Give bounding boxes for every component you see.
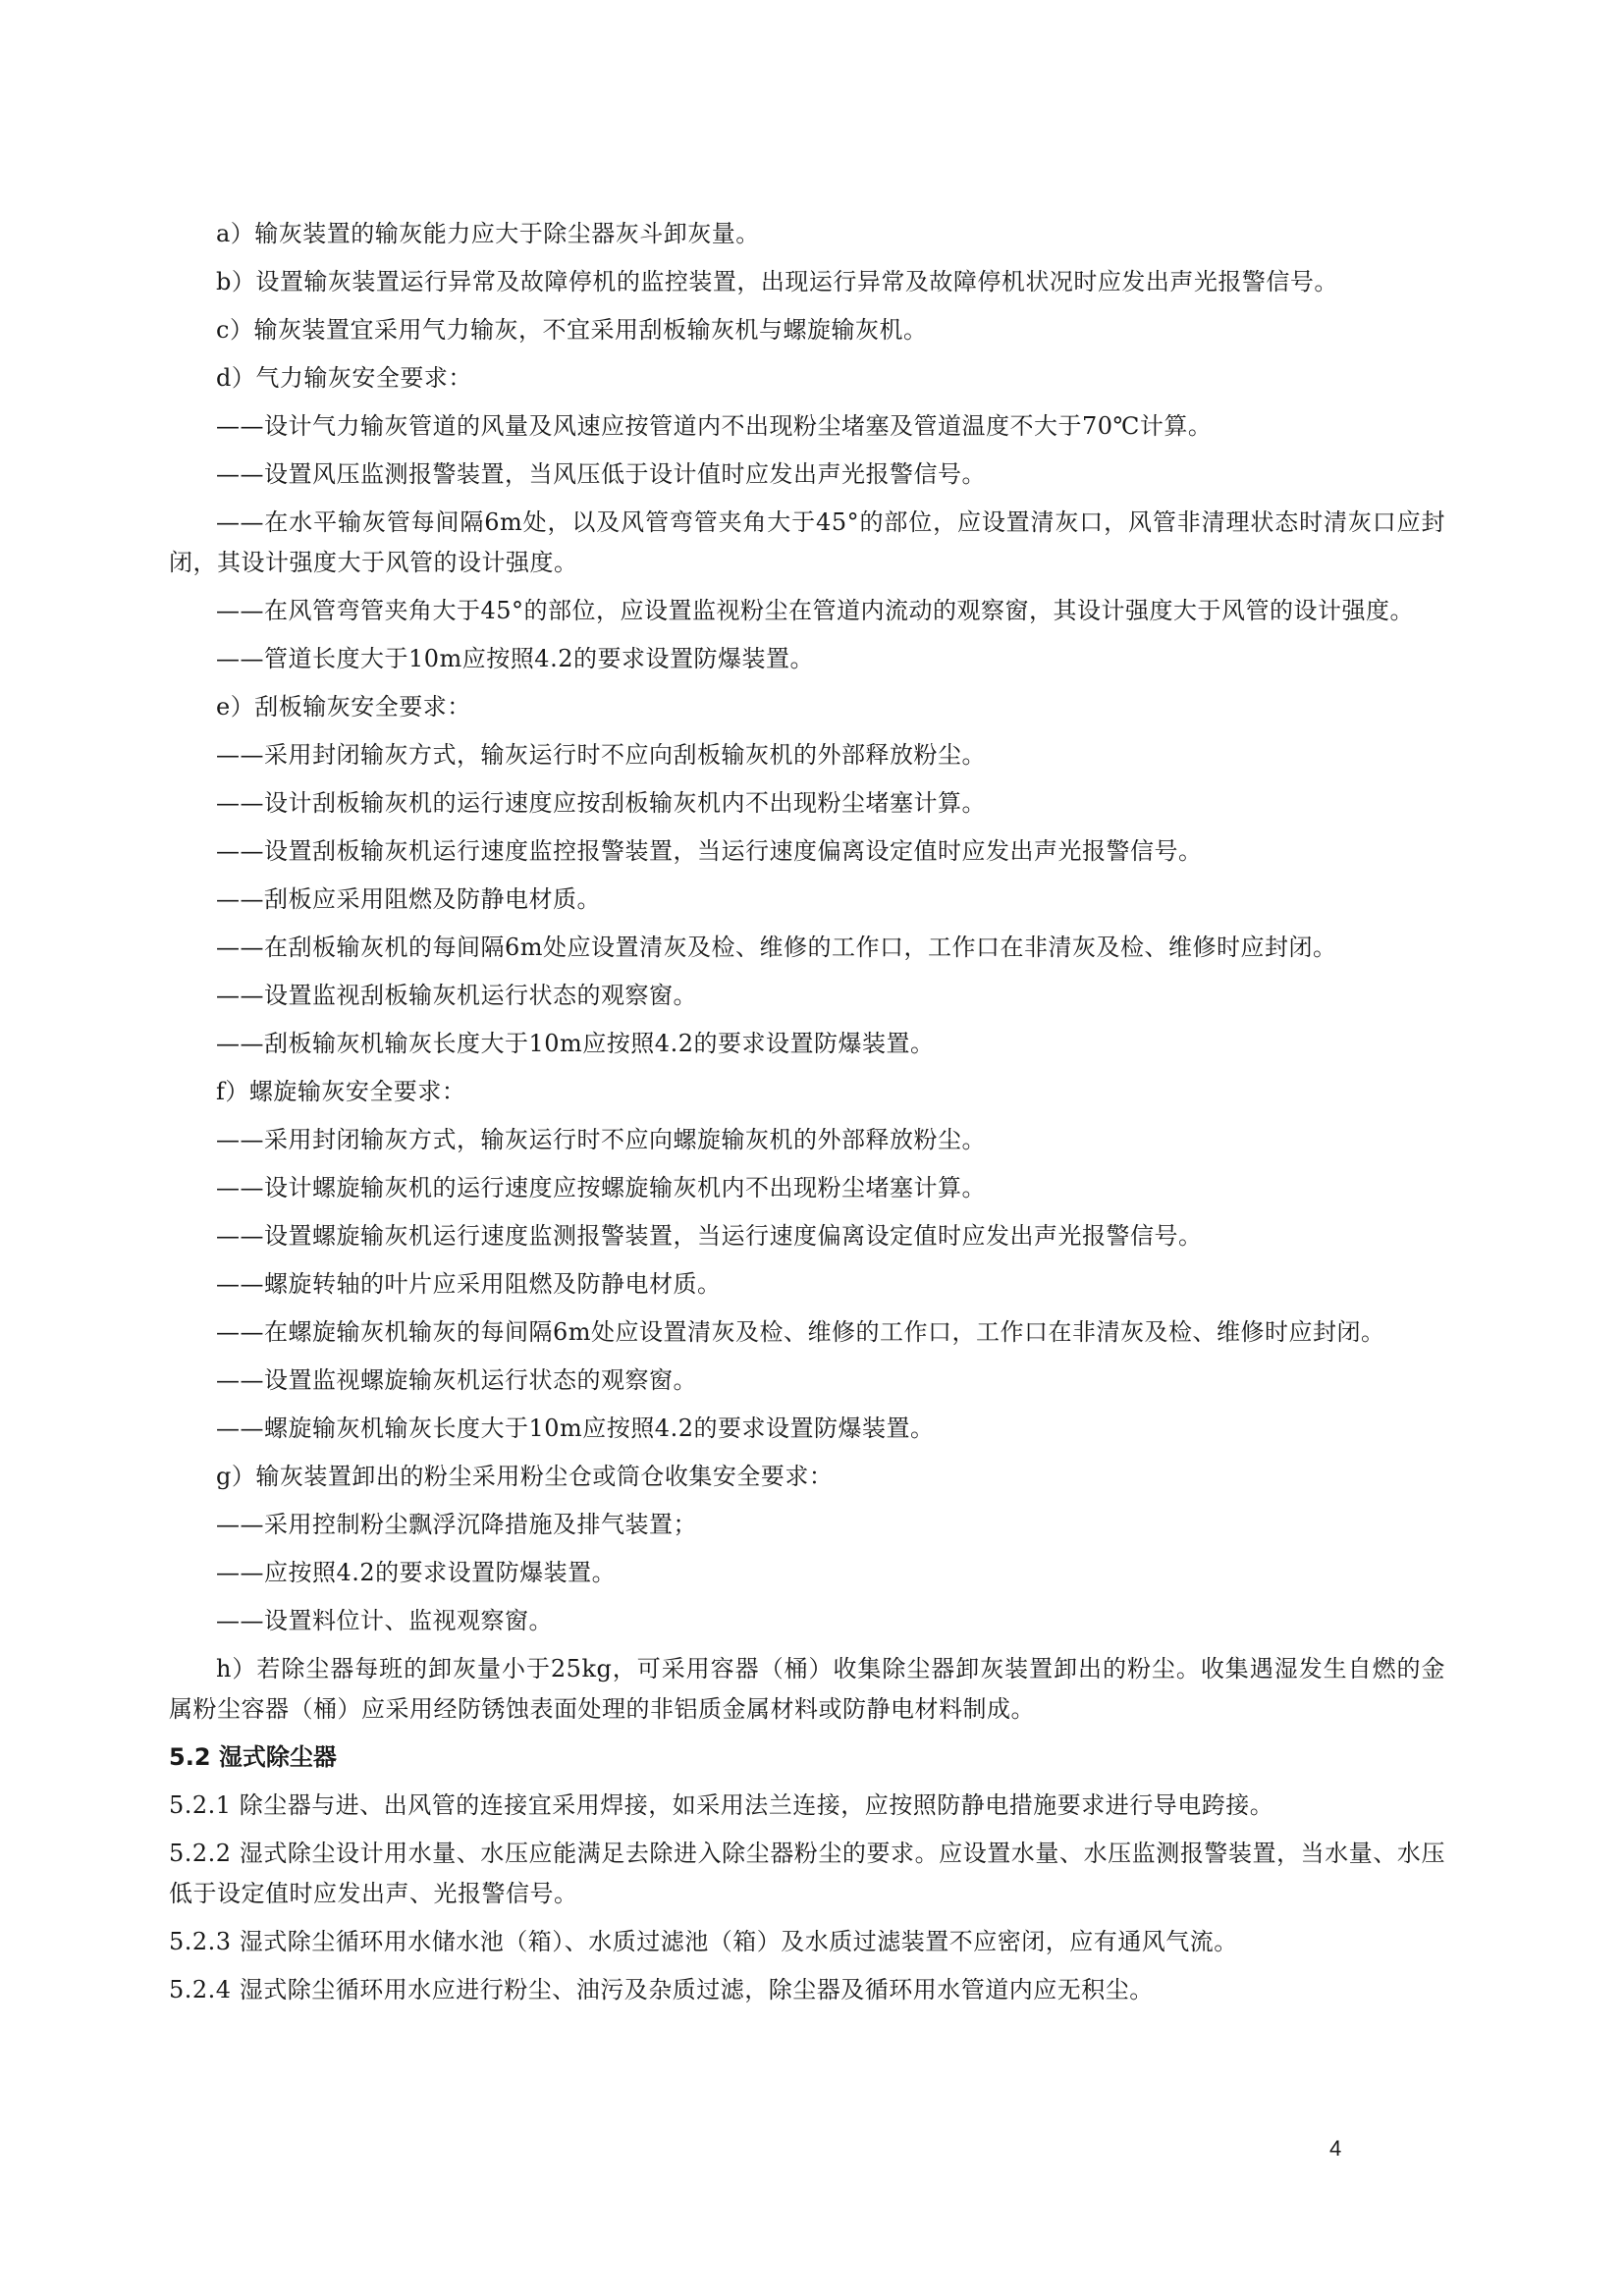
clause-paragraph: 5.2.4 湿式除尘循环用水应进行粉尘、油污及杂质过滤，除尘器及循环用水管道内应无积尘。 [169, 1976, 1154, 2003]
list-paragraph: ——螺旋转轴的叶片应采用阻燃及防静电材质。 [216, 1270, 722, 1298]
list-paragraph: ——设置监视螺旋输灰机运行状态的观察窗。 [216, 1366, 697, 1394]
list-paragraph: ——应按照4.2的要求设置防爆装置。 [216, 1559, 617, 1586]
list-paragraph: d）气力输灰安全要求： [216, 364, 472, 392]
document-body [169, 214, 1445, 2018]
list-paragraph: c）输灰装置宜采用气力输灰，不宜采用刮板输灰机与螺旋输灰机。 [216, 316, 928, 344]
clause-paragraph: 5.2.1 除尘器与进、出风管的连接宜采用焊接，如采用法兰连接，应按照防静电措施要求进行导电跨接。 [169, 1791, 1274, 1819]
list-paragraph: ——设计气力输灰管道的风量及风速应按管道内不出现粉尘堵塞及管道温度不大于70℃计算。 [216, 412, 1213, 440]
list-paragraph: a）输灰装置的输灰能力应大于除尘器灰斗卸灰量。 [216, 220, 760, 247]
list-paragraph: ——设计螺旋输灰机的运行速度应按螺旋输灰机内不出现粉尘堵塞计算。 [216, 1174, 986, 1201]
list-paragraph: ——设置风压监测报警装置，当风压低于设计值时应发出声光报警信号。 [216, 460, 986, 488]
list-paragraph: ——螺旋输灰机输灰长度大于10m应按照4.2的要求设置防爆装置。 [216, 1415, 935, 1442]
list-paragraph: ——设置螺旋输灰机运行速度监测报警装置，当运行速度偏离设定值时应发出声光报警信号。 [216, 1222, 1203, 1250]
list-paragraph: ——在风管弯管夹角大于45°的部位，应设置监视粉尘在管道内流动的观察窗，其设计强度大于风管的设计强度。 [216, 597, 1415, 624]
list-paragraph: f）螺旋输灰安全要求： [216, 1078, 466, 1105]
clause-paragraph: 5.2.2 湿式除尘设计用水量、水压应能满足去除进入除尘器粉尘的要求。应设置水量、水压监测报警装置，当水量、水压低于设定值时应发出声、光报警信号。 [169, 1840, 1445, 1907]
clause-paragraph: 5.2.3 湿式除尘循环用水储水池（箱）、水质过滤池（箱）及水质过滤装置不应密闭，应有通风气流。 [169, 1928, 1238, 1955]
list-paragraph: b）设置输灰装置运行异常及故障停机的监控装置，出现运行异常及故障停机状况时应发出声光报警信号。 [216, 268, 1338, 295]
list-paragraph: ——刮板输灰机输灰长度大于10m应按照4.2的要求设置防爆装置。 [216, 1030, 935, 1057]
list-paragraph: ——在螺旋输灰机输灰的每间隔6m处应设置清灰及检、维修的工作口，工作口在非清灰及检、维修时应封闭。 [216, 1318, 1385, 1346]
list-paragraph: ——采用封闭输灰方式，输灰运行时不应向螺旋输灰机的外部释放粉尘。 [216, 1126, 986, 1153]
page-number: 4 [1329, 2136, 1342, 2161]
list-paragraph: e）刮板输灰安全要求： [216, 693, 471, 721]
list-paragraph: ——刮板应采用阻燃及防静电材质。 [216, 885, 601, 913]
list-paragraph: ——设计刮板输灰机的运行速度应按刮板输灰机内不出现粉尘堵塞计算。 [216, 789, 986, 817]
list-paragraph: ——设置料位计、监视观察窗。 [216, 1607, 553, 1634]
section-heading: 5.2 湿式除尘器 [169, 1743, 337, 1771]
list-paragraph: g）输灰装置卸出的粉尘采用粉尘仓或筒仓收集安全要求： [216, 1463, 834, 1490]
list-paragraph: ——在刮板输灰机的每间隔6m处应设置清灰及检、维修的工作口，工作口在非清灰及检、维修时应封闭。 [216, 934, 1337, 961]
list-paragraph: h）若除尘器每班的卸灰量小于25kg，可采用容器（桶）收集除尘器卸灰装置卸出的粉尘。收集遇湿发生自燃的金属粉尘容器（桶）应采用经防锈蚀表面处理的非铝质金属材料或防静电材料制成。 [169, 1655, 1445, 1723]
list-paragraph: ——设置刮板输灰机运行速度监控报警装置，当运行速度偏离设定值时应发出声光报警信号。 [216, 837, 1203, 865]
list-paragraph: ——采用控制粉尘飘浮沉降措施及排气装置； [216, 1511, 697, 1538]
list-paragraph: ——设置监视刮板输灰机运行状态的观察窗。 [216, 982, 697, 1009]
list-paragraph: ——在水平输灰管每间隔6m处，以及风管弯管夹角大于45°的部位，应设置清灰口，风管非清理状态时清灰口应封闭，其设计强度大于风管的设计强度。 [169, 508, 1445, 576]
list-paragraph: ——管道长度大于10m应按照4.2的要求设置防爆装置。 [216, 645, 814, 672]
list-paragraph: ——采用封闭输灰方式，输灰运行时不应向刮板输灰机的外部释放粉尘。 [216, 741, 986, 769]
